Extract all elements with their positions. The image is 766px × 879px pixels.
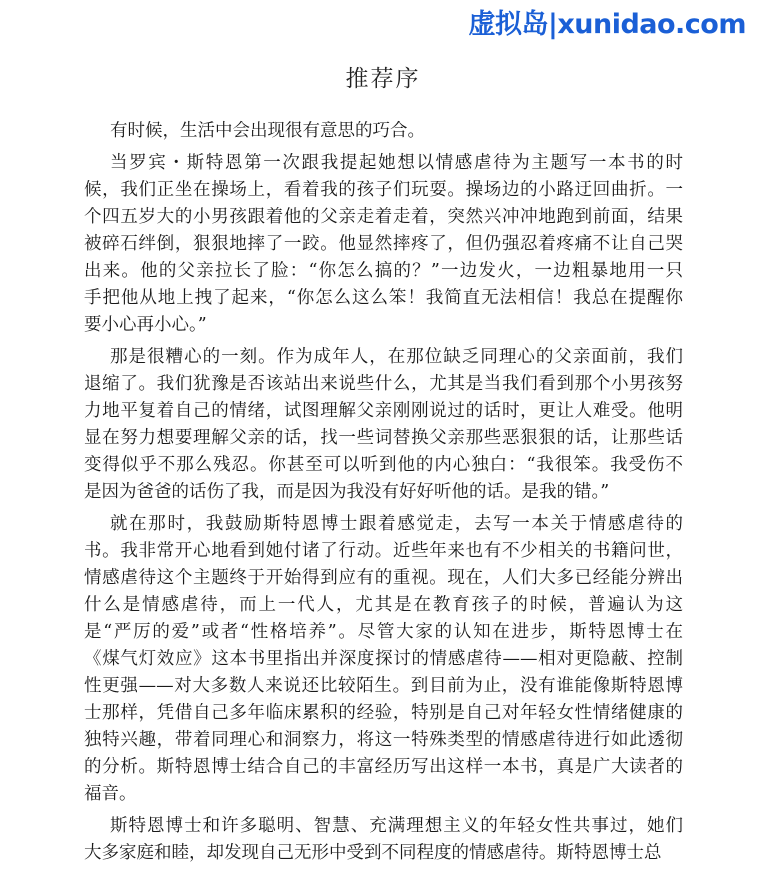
text-line: 个四五岁大的小男孩跟着他的父亲走着走着，突然兴冲冲地跑到前面，结果 xyxy=(84,207,683,227)
text-line: 斯特恩博士和许多聪明、智慧、充满理想主义的年轻女性共事过，她们 xyxy=(110,816,683,836)
paragraph xyxy=(84,511,683,808)
text-line: 变得似乎不那么残忍。你甚至可以听到他的内心独白：“我很笨。我受伤不 xyxy=(84,455,683,475)
text-line: 出来。他的父亲拉长了脸：“你怎么搞的？”一边发火，一边粗暴地用一只 xyxy=(84,261,683,281)
text-line: 就在那时，我鼓励斯特恩博士跟着感觉走，去写一本关于情感虐待的 xyxy=(110,514,683,534)
text-line: 性更强——对大多数人来说还比较陌生。到目前为止，没有谁能像斯特恩博 xyxy=(84,676,683,696)
text-line: 有时候，生活中会出现很有意思的巧合。 xyxy=(110,121,425,141)
text-line: 什么是情感虐待，而上一代人，尤其是在教育孩子的时候，普遍认为这 xyxy=(84,595,683,615)
watermark: 虚拟岛|xunidao.com xyxy=(468,9,746,40)
text-line: 被碎石绊倒，狠狠地摔了一跤。他显然摔疼了，但仍强忍着疼痛不让自己哭 xyxy=(84,234,683,254)
paragraph xyxy=(84,150,683,339)
text-line: 《煤气灯效应》这本书里指出并深度探讨的情感虐待——相对更隐蔽、控制 xyxy=(84,649,683,669)
text-line: 显在努力想要理解父亲的话，找一些词替换父亲那些恶狠狠的话，让那些话 xyxy=(84,428,683,448)
document-body xyxy=(84,118,683,872)
text-line: 福音。 xyxy=(84,784,137,804)
text-line: 独特兴趣，带着同理心和洞察力，将这一特殊类型的情感虐待进行如此透彻 xyxy=(84,730,683,750)
text-line: 那是很糟心的一刻。作为成年人，在那位缺乏同理心的父亲面前，我们 xyxy=(110,347,683,367)
text-line: 手把他从地上拽了起来，“你怎么这么笨！我简直无法相信！我总在提醒你 xyxy=(84,288,683,308)
paragraph xyxy=(84,118,683,145)
text-line: 候，我们正坐在操场上，看着我的孩子们玩耍。操场边的小路迂回曲折。一 xyxy=(84,180,683,200)
text-line: 力地平复着自己的情绪，试图理解父亲刚刚说过的话时，更让人难受。他明 xyxy=(84,401,683,421)
text-line: 是“严厉的爱”或者“性格培养”。尽管大家的认知在进步，斯特恩博士在 xyxy=(84,622,683,642)
text-line: 书。我非常开心地看到她付诸了行动。近些年来也有不少相关的书籍问世， xyxy=(84,541,683,561)
text-line: 退缩了。我们犹豫是否该站出来说些什么，尤其是当我们看到那个小男孩努 xyxy=(84,374,683,394)
text-line: 情感虐待这个主题终于开始得到应有的重视。现在，人们大多已经能分辨出 xyxy=(84,568,683,588)
text-line: 士那样，凭借自己多年临床累积的经验，特别是自己对年轻女性情绪健康的 xyxy=(84,703,683,723)
text-line: 是因为爸爸的话伤了我，而是因为我没有好好听他的话。是我的错。” xyxy=(84,482,610,502)
page-title: 推荐序 xyxy=(345,66,421,92)
text-line: 的分析。斯特恩博士结合自己的丰富经历写出这样一本书，真是广大读者的 xyxy=(84,757,683,777)
text-line: 要小心再小心。” xyxy=(84,315,207,335)
text-line: 大多家庭和睦，却发现自己无形中受到不同程度的情感虐待。斯特恩博士总 xyxy=(84,843,662,863)
paragraph xyxy=(84,344,683,506)
paragraph xyxy=(84,813,683,867)
text-line: 当罗宾・斯特恩第一次跟我提起她想以情感虐待为主题写一本书的时 xyxy=(110,153,683,173)
